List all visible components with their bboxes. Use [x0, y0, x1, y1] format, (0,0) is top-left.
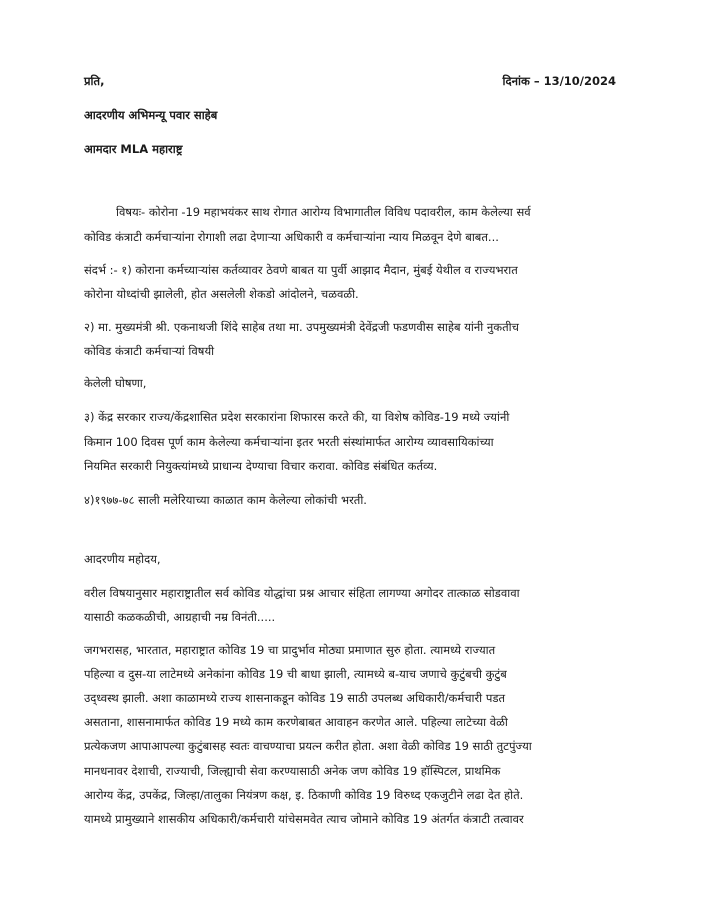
body-line: आरोग्य केंद्र, उपकेंद्र, जिल्हा/तालुका नियंत्रण कक्ष, इ. ठिकाणी कोविड 19 विरुध्द एकजुटीने लढा देत होते. [84, 788, 524, 802]
subject-line-2: कोविड कंत्राटी कर्मचाऱ्यांना रोगाशी लढा देणाऱ्या अधिकारी व कर्मचाऱ्यांना न्याय मिळवून देणे बाबत... [84, 230, 499, 244]
body-line: असताना, शासनामार्फत कोविड 19 मध्ये काम करणेबाबत आवाहन करणेत आले. पहिल्या लाटेच्या वेळी [84, 715, 508, 729]
addressee-title: आमदार MLA महाराष्ट्र [84, 142, 183, 156]
request-line-1: वरील विषयानुसार महाराष्ट्रातील सर्व कोविड योद्धांचा प्रश्न आचार संहिता लागण्या अगोदर तात्काळ सोडवावा [84, 586, 520, 600]
reference-2-line-3: केलेली घोषणा, [84, 376, 147, 390]
reference-1-line-2: कोरोना योध्दांची झालेली, होत असलेली शेकडो आंदोलने, चळवळी. [84, 287, 359, 301]
body-line: मानधनावर देशाची, राज्याची, जिल्ह्याची सेवा करण्यासाठी अनेक जण कोविड 19 हॉस्पिटल, प्राथमिक [84, 764, 501, 778]
to-label: प्रति, [84, 74, 105, 88]
reference-3-line-3: नियमित सरकारी नियुक्त्यांमध्ये प्राधान्य देण्याचा विचार करावा. कोविड संबंधित कर्तव्य. [84, 459, 438, 473]
body-line: पहिल्या व दुस-या लाटेमध्ये अनेकांना कोविड 19 ची बाधा झाली, त्यामध्ये ब-याच जणाचे कुटुंबची कुटुंब [84, 667, 507, 681]
body-line: प्रत्येकजण आपाआपल्या कुटुंबासह स्वतः वाचण्याचा प्रयत्न करीत होता. अशा वेळी कोविड 19 साठी तुटपुंज्या [84, 739, 532, 753]
reference-3-line-2: किमान 100 दिवस पूर्ण काम केलेल्या कर्मचाऱ्यांना इतर भरती संस्थांमार्फत आरोग्य व्यावसायिकांच्या [84, 435, 494, 449]
reference-1-line-1: संदर्भ :- १) कोराना कर्मच्याऱ्यांस कर्तव्यावर ठेवणे बाबत या पुर्वी आझाद मैदान, मुंबई येथील व राज्यभरात [84, 263, 518, 277]
request-line-2: यासाठी कळकळीची, आग्रहाची नम्र विनंती..... [84, 610, 276, 624]
body-line: जगभरासह, भारतात, महाराष्ट्रात कोविड 19 चा प्रादुर्भाव मोठ्या प्रमाणात सुरु होता. त्यामध्ये राज्यात [84, 643, 496, 657]
reference-2-line-2: कोविड कंत्राटी कर्मचाऱ्यां विषयी [84, 344, 215, 358]
letter-date: दिनांक – 13/10/2024 [502, 74, 616, 88]
addressee-name: आदरणीय अभिमन्यू पवार साहेब [84, 108, 218, 122]
reference-4-line-1: ४)१९७७-७८ साली मलेरियाच्या काळात काम केलेल्या लोकांची भरती. [84, 493, 367, 507]
reference-2-line-1: २) मा. मुख्यमंत्री श्री. एकनाथजी शिंदे साहेब तथा मा. उपमुख्यमंत्री देवेंद्रजी फडणवीस साहेब यांनी नुकतीच [84, 320, 519, 334]
body-line: उद्ध्वस्थ झाली. अशा काळामध्ये राज्य शासनाकडून कोविड 19 साठी उपलब्ध अधिकारी/कर्मचारी पडत [84, 691, 506, 705]
body-line: यामध्ये प्रामुख्याने शासकीय अधिकारी/कर्मचारी यांचेसमवेत त्याच जोमाने कोविड 19 अंतर्गत कंत्राटी तत्वावर [84, 812, 524, 826]
reference-3-line-1: ३) केंद्र सरकार राज्य/केंद्रशासित प्रदेश सरकारांना शिफारस करते की, या विशेष कोविड-19 मध्ये ज्यांनी [84, 410, 510, 424]
subject-line-1: विषयः- कोरोना -19 महाभयंकर साथ रोगात आरोग्य विभागातील विविध पदावरील, काम केलेल्या सर्व [116, 205, 531, 219]
salutation: आदरणीय महोदय, [84, 552, 161, 566]
